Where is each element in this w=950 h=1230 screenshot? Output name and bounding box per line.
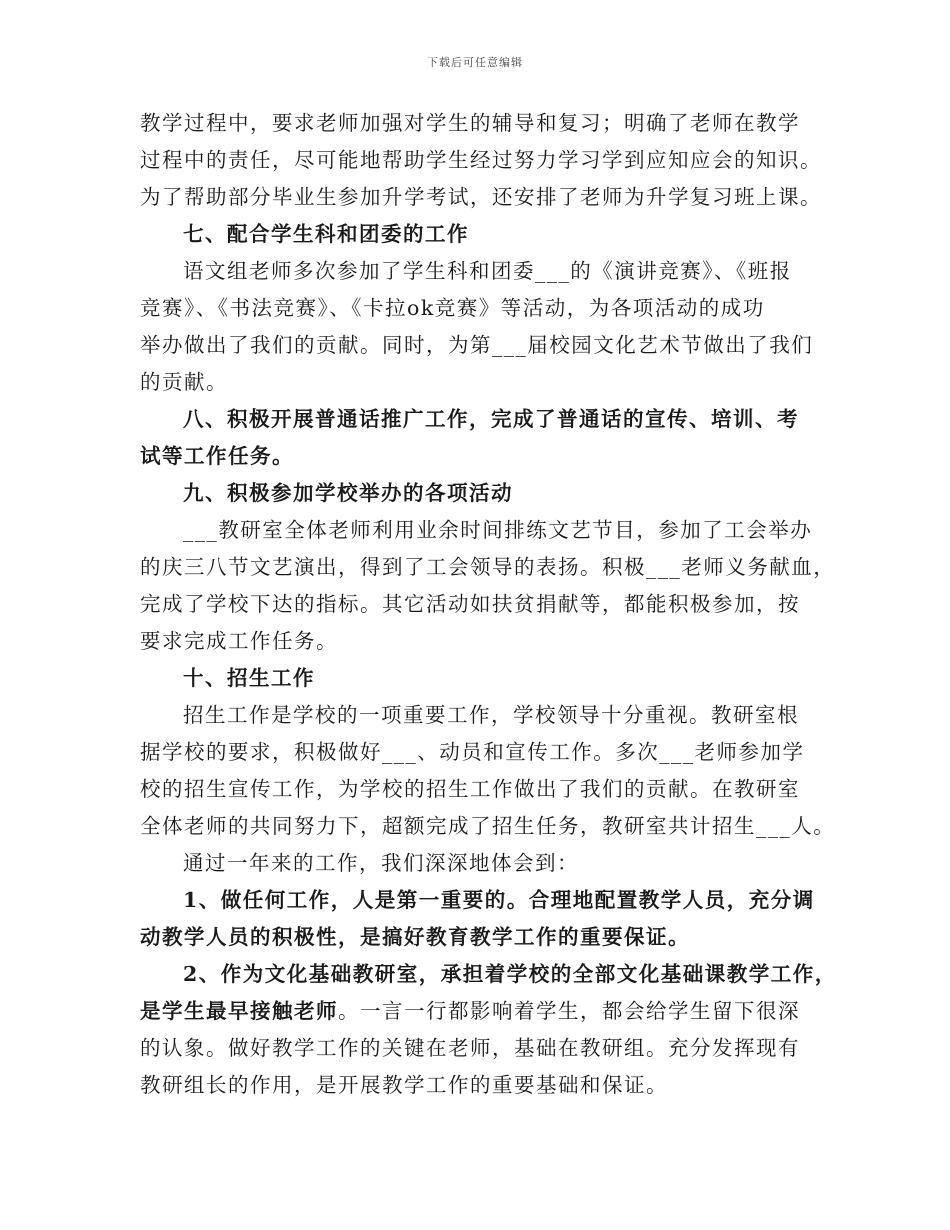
paragraph-line: 要求完成工作任务。 xyxy=(140,629,338,653)
paragraph-line: 全体老师的共同努力下，超额完成了招生任务，教研室共计招生___人。 xyxy=(140,814,836,838)
paragraph-line: 据学校的要求，积极做好___、动员和宣传工作。多次___老师参加学 xyxy=(140,740,805,764)
paragraph-line: 的庆三八节文艺演出，得到了工会领导的表扬。积极___老师义务献血， xyxy=(140,555,836,579)
page-header: 下载后可任意编辑 xyxy=(427,56,523,69)
paragraph-line: 校的招生宣传工作，为学校的招生工作做出了我们的贡献。在教研室 xyxy=(140,777,800,801)
bold-paragraph-line: 动教学人员的积极性，是搞好教育教学工作的重要保证。 xyxy=(140,925,690,949)
paragraph-line: 竞赛》、《书法竞赛》、《卡拉ok竞赛》等活动，为各项活动的成功 xyxy=(140,296,765,320)
section-heading: 试等工作任务。 xyxy=(140,444,294,468)
body-text xyxy=(140,105,837,1104)
bold-text-segment: 是学生最早接触老师 xyxy=(140,999,338,1023)
section-heading: 七、配合学生科和团委的工作 xyxy=(183,222,469,246)
paragraph-line: 的贡献。 xyxy=(140,370,228,394)
paragraph-line: 举办做出了我们的贡献。同时，为第___届校园文化艺术节做出了我们 xyxy=(140,333,814,357)
paragraph-line: 为了帮助部分毕业生参加升学考试，还安排了老师为升学复习班上课。 xyxy=(140,185,822,209)
paragraph-line: 教研组长的作用，是开展教学工作的重要基础和保证。 xyxy=(140,1073,668,1097)
paragraph-line: 教学过程中，要求老师加强对学生的辅导和复习；明确了老师在教学 xyxy=(140,111,800,135)
paragraph-line: 语文组老师多次参加了学生科和团委___的《演讲竞赛》、《班报 xyxy=(183,259,792,283)
section-heading: 九、积极参加学校举办的各项活动 xyxy=(183,481,513,505)
paragraph-line: 的认象。做好教学工作的关键在老师，基础在教研组。充分发挥现有 xyxy=(140,1036,800,1060)
section-heading: 十、招生工作 xyxy=(183,666,315,690)
bold-paragraph-line: 2、作为文化基础教研室，承担着学校的全部文化基础课教学工作， xyxy=(183,962,837,986)
paragraph-line: 过程中的责任，尽可能地帮助学生经过努力学习学到应知应会的知识。 xyxy=(140,148,822,172)
section-heading: 八、积极开展普通话推广工作，完成了普通话的宣传、培训、考 xyxy=(183,407,799,431)
regular-text-segment: 。一言一行都影响着学生，都会给学生留下很深 xyxy=(338,999,800,1023)
paragraph-line: 招生工作是学校的一项重要工作，学校领导十分重视。教研室根 xyxy=(183,703,799,727)
bold-paragraph-line: 1、做任何工作，人是第一重要的。合理地配置教学人员，充分调 xyxy=(183,888,815,912)
paragraph-line: ___教研室全体老师利用业余时间排练文艺节目，参加了工会举办 xyxy=(183,518,813,542)
paragraph-line xyxy=(140,993,820,1030)
paragraph-line: 通过一年来的工作，我们深深地体会到： xyxy=(183,851,579,875)
paragraph-line: 完成了学校下达的指标。其它活动如扶贫捐献等，都能积极参加，按 xyxy=(140,592,800,616)
